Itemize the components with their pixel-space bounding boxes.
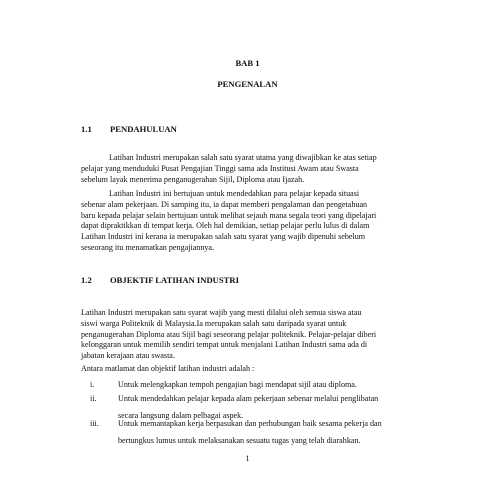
list-item-line: bertungkus lumus untuk melaksanakan sesuatu tugas yang telah diarahkan. (118, 436, 361, 445)
section-number: 1.2 (81, 275, 92, 285)
paragraph-objektif (81, 308, 421, 362)
paragraph-pendahuluan-2 (81, 189, 421, 254)
paragraph-line: siswi warga Politeknik di Malaysia.Ia merupakan salah satu daripada syarat untuk (81, 318, 347, 328)
paragraph-line: penganugerahan Diploma atau Sijil bagi seseorang pelajar politeknik. Pelajar-pelajar diberi (81, 329, 377, 339)
paragraph-line: Antara matlamat dan objektif latihan industri adalah : (81, 364, 255, 373)
paragraph-line: sebelum layak menerima penganugerahan Sijil, Diploma atau Ijazah. (81, 174, 305, 184)
list-item-line: Untuk memantapkan kerja berpasukan dan perhubungan baik sesama pekerja dan (118, 419, 382, 428)
section-heading-1-1 (81, 124, 177, 134)
paragraph-line: jabatan kerajaan atau swasta. (81, 351, 175, 361)
chapter-label: BAB 1 (235, 58, 260, 68)
paragraph-line: Latihan Industri ini bertujuan untuk mendedahkan para pelajar kepada situasi (109, 189, 360, 198)
list-marker: i. (90, 380, 95, 389)
paragraph-line: seseorang itu menamatkan pengajiannya. (81, 242, 215, 252)
list-item-line: Untuk mendedahkan pelajar kepada alam pekerjaan sebenar melalui penglibatan (118, 394, 379, 403)
chapter-title: PENGENALAN (217, 79, 278, 89)
page-number: 1 (245, 454, 250, 463)
paragraph-line: Latihan Industri merupakan satu syarat wajib yang mesti dilalui oleh semua siswa atau (81, 308, 362, 317)
list-intro (81, 364, 421, 375)
paragraph-line: baru kepada pelajar selain bertujuan untuk melihat sejauh mana segala teori yang dipelajari (81, 210, 377, 220)
paragraph-line: Latihan Industri merupakan salah satu syarat utama yang diwajibkan ke atas setiap (109, 153, 377, 162)
list-marker: ii. (90, 394, 97, 403)
section-heading-1-2 (81, 275, 239, 285)
list-item-line: Untuk melengkapkan tempoh pengajian bagi mendapat sijil atau diploma. (118, 380, 357, 389)
list-marker: iii. (90, 419, 99, 428)
paragraph-line: pelajar yang menduduki Pusat Pengajian Tinggi sama ada Institusi Awam atau Swasta (81, 163, 359, 173)
paragraph-pendahuluan-1 (81, 153, 421, 185)
paragraph-line: kelonggaran untuk memilih sendiri tempat untuk menjalani Latihan Industri sama ada di (81, 340, 368, 350)
objective-list (81, 380, 421, 450)
list-item-line: secara langsung dalam pelbagai aspek. (118, 411, 244, 420)
section-title: PENDAHULUAN (110, 124, 177, 134)
section-title: OBJEKTIF LATIHAN INDUSTRI (110, 275, 239, 285)
paragraph-line: Latihan Industri ini kerana ia merupakan salah satu syarat yang wajib dipenuhi sebelum (81, 232, 366, 242)
paragraph-line: sebenar alam pekerjaan. Di samping itu, ia dapat memberi pengalaman dan pengetahuan (81, 199, 368, 209)
paragraph-line: dapat dipraktikkan di tempat kerja. Oleh hal demikian, setiap pelajar perlu lulus di dalam (81, 221, 370, 231)
section-number: 1.1 (81, 124, 92, 134)
